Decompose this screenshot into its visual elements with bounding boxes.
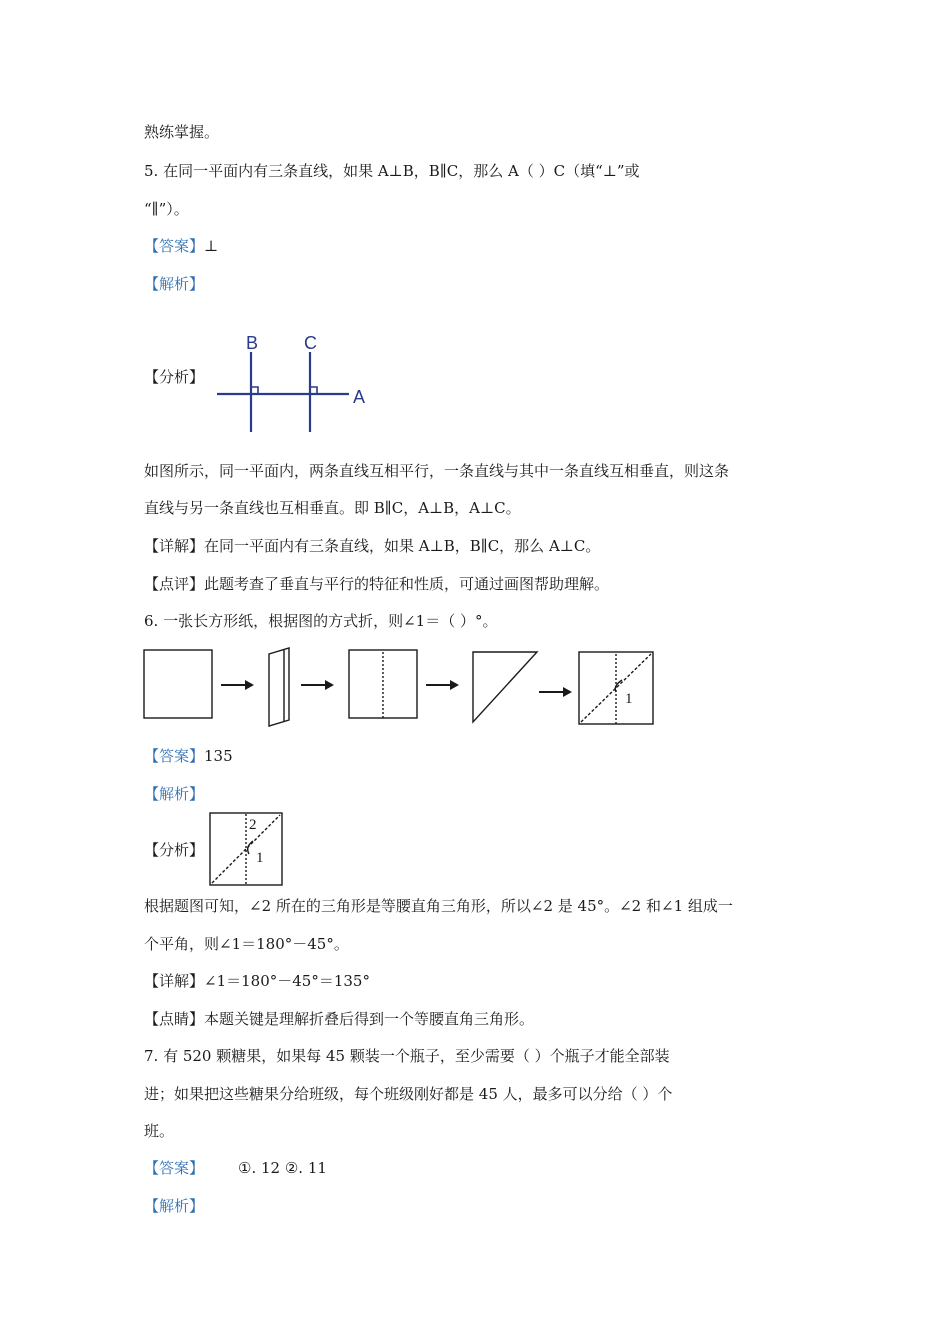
q7-question-line3: 班。	[144, 1122, 175, 1140]
answer-tag: 【答案】	[144, 747, 205, 765]
detail-text: 在同一平面内有三条直线，如果 A⊥B，B∥C，那么 A⊥C。	[204, 537, 601, 555]
detail-text: ∠1＝180°－45°＝135°	[204, 972, 370, 990]
q6-detail	[144, 971, 370, 991]
q6-question-line1: 6. 一张长方形纸，根据图的方式折，则∠1＝（ ）°。	[144, 612, 498, 630]
q5-fenxi-tag: 【分析】	[144, 368, 205, 386]
q6-folding-steps-figure	[143, 646, 663, 728]
answer-value: ①. 12 ②. 11	[238, 1159, 327, 1177]
answer-tag: 【答案】	[144, 237, 205, 255]
q6-angle-analysis-figure	[209, 811, 285, 887]
label-a: A	[353, 387, 366, 407]
q6-answer	[144, 746, 233, 766]
q5-question-line1: 5. 在同一平面内有三条直线，如果 A⊥B，B∥C，那么 A（ ）C（填“⊥”或	[144, 162, 640, 180]
q7-analysis-tag: 【解析】	[144, 1197, 205, 1215]
fold-step-triangle	[473, 652, 537, 722]
fold-step-square	[144, 650, 212, 718]
label-b: B	[246, 333, 259, 353]
q5-detail	[144, 536, 600, 556]
q7-question-line1: 7. 有 520 颗糖果，如果每 45 颗装一个瓶子，至少需要（ ）个瓶子才能全部装	[144, 1047, 670, 1065]
q6-comment	[144, 1009, 534, 1029]
q5-perpendicular-parallel-figure	[215, 330, 375, 436]
angle-2-label: 2	[249, 817, 257, 833]
q5-question-line2: “∥”）。	[144, 200, 189, 218]
q5-answer	[144, 236, 218, 256]
fold-angle-label: 1	[625, 691, 633, 707]
q6-fenxi-tag: 【分析】	[144, 841, 205, 859]
q5-comment	[144, 574, 609, 594]
answer-tag: 【答案】	[144, 1159, 205, 1177]
q5-explain-line2: 直线与另一条直线也互相垂直。即 B∥C，A⊥B，A⊥C。	[144, 499, 521, 517]
detail-tag: 【详解】	[144, 972, 205, 990]
answer-value: ⊥	[204, 237, 219, 255]
label-c: C	[304, 333, 317, 353]
q5-analysis-tag: 【解析】	[144, 275, 205, 293]
detail-tag: 【详解】	[144, 537, 205, 555]
q7-question-line2: 进；如果把这些糖果分给班级，每个班级刚好都是 45 人，最多可以分给（ ）个	[144, 1085, 673, 1103]
comment-text: 此题考查了垂直与平行的特征和性质，可通过画图帮助理解。	[204, 575, 610, 593]
answer-value: 135	[204, 747, 233, 765]
comment-tag: 【点睛】	[144, 1010, 205, 1028]
q6-explain-line2: 个平角，则∠1＝180°－45°。	[144, 935, 349, 953]
comment-text: 本题关键是理解折叠后得到一个等腰直角三角形。	[204, 1010, 535, 1028]
fold-step-strip	[269, 648, 289, 726]
comment-tag: 【点评】	[144, 575, 205, 593]
intro-tail: 熟练掌握。	[144, 123, 220, 141]
q5-explain-line1: 如图所示，同一平面内，两条直线互相平行，一条直线与其中一条直线互相垂直，则这条	[144, 462, 730, 480]
angle-1-label: 1	[256, 850, 264, 866]
q7-answer	[144, 1158, 327, 1178]
q6-explain-line1: 根据题图可知，∠2 所在的三角形是等腰直角三角形，所以∠2 是 45°。∠2 和∠1 组成一	[144, 897, 733, 915]
q6-analysis-tag: 【解析】	[144, 785, 205, 803]
